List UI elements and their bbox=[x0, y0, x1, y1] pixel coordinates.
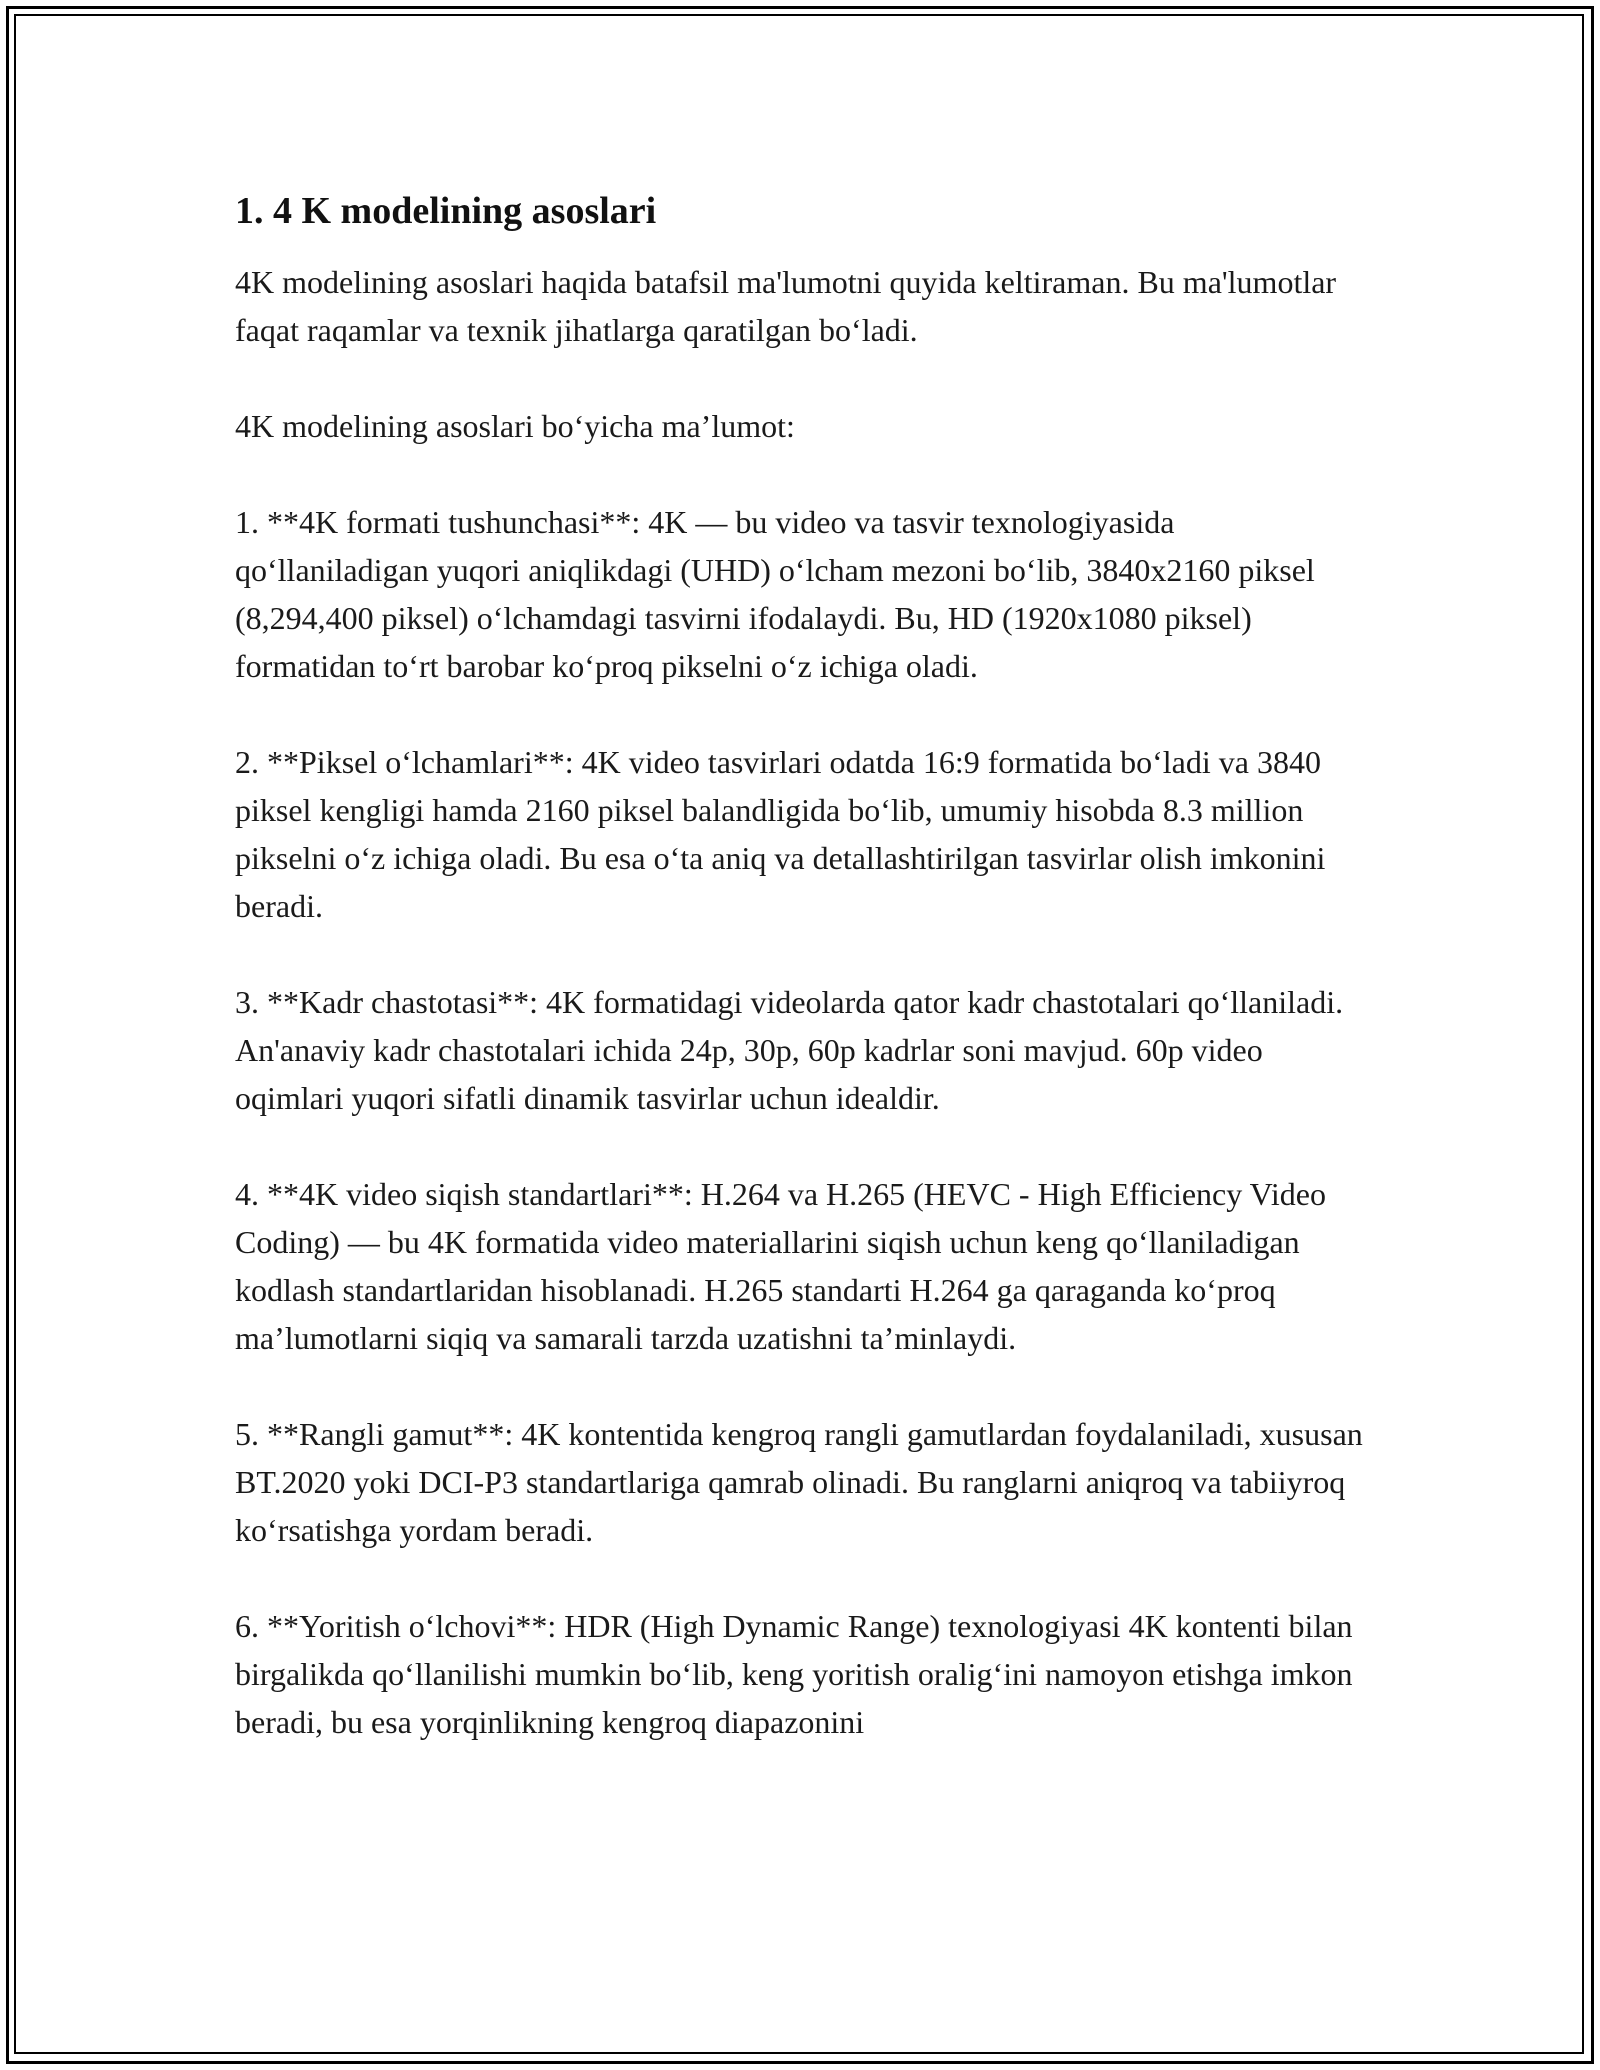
list-item-frame-rate: 3. **Kadr chastotasi**: 4K formatidagi videolarda qator kadr chastotalari qoʻllaniladi. An'anaviy kadr chastotalari ichida 24p, 30p, 60p kadrlar soni mavjud. 60p video oqimlari yuqori sifatli dinamik tasvirlar uchun idealdir. bbox=[235, 984, 1344, 1116]
list-item-pixel-dimensions: 2. **Piksel oʻlchamlari**: 4K video tasvirlari odatda 16:9 formatida boʻladi va 3840 piksel kengligi hamda 2160 piksel balandligida boʻlib, umumiy hisobda 8.3 million pikselni oʻz ichiga oladi. Bu esa oʻta aniq va detallashtirilgan tasvirlar olish imkonini beradi. bbox=[235, 744, 1326, 924]
document-page bbox=[235, 186, 1365, 1794]
intro-paragraph: 4K modelining asoslari haqida batafsil ma'lumotni quyida keltiraman. Bu ma'lumotlar faqat raqamlar va texnik jihatlarga qaratilgan boʻladi. bbox=[235, 264, 1337, 348]
list-item-4k-format: 1. **4K formati tushunchasi**: 4K — bu video va tasvir texnologiyasida qoʻllaniladigan yuqori aniqlikdagi (UHD) oʻlcham mezoni boʻlib, 3840x2160 piksel (8,294,400 piksel) oʻlchamdagi tasvirni ifodalaydi. Bu, HD (1920x1080 piksel) formatidan toʻrt barobar koʻproq pikselni oʻz ichiga oladi. bbox=[235, 504, 1315, 684]
lead-paragraph: 4K modelining asoslari boʻyicha ma’lumot: bbox=[235, 408, 795, 444]
list-item-hdr-lighting: 6. **Yoritish oʻlchovi**: HDR (High Dynamic Range) texnologiyasi 4K kontenti bilan birgalikda qoʻllanilishi mumkin boʻlib, keng yoritish oraligʻini namoyon etishga imkon beradi, bu esa yorqinlikning kengroq diapazonini bbox=[235, 1608, 1353, 1740]
list-item-compression-standards: 4. **4K video siqish standartlari**: H.264 va H.265 (HEVC - High Efficiency Video Coding) — bu 4K formatida video materiallarini siqish uchun keng qoʻllaniladigan kodlash standartlaridan hisoblanadi. H.265 standarti H.264 ga qaraganda koʻproq ma’lumotlarni siqiq va samarali tarzda uzatishni ta’minlaydi. bbox=[235, 1176, 1326, 1356]
section-heading: 1. 4 K modelining asoslari bbox=[235, 190, 657, 232]
list-item-color-gamut: 5. **Rangli gamut**: 4K kontentida kengroq rangli gamutlardan foydalaniladi, xususan BT.2020 yoki DCI-P3 standartlariga qamrab olinadi. Bu ranglarni aniqroq va tabiiyroq koʻrsatishga yordam beradi. bbox=[235, 1416, 1363, 1548]
